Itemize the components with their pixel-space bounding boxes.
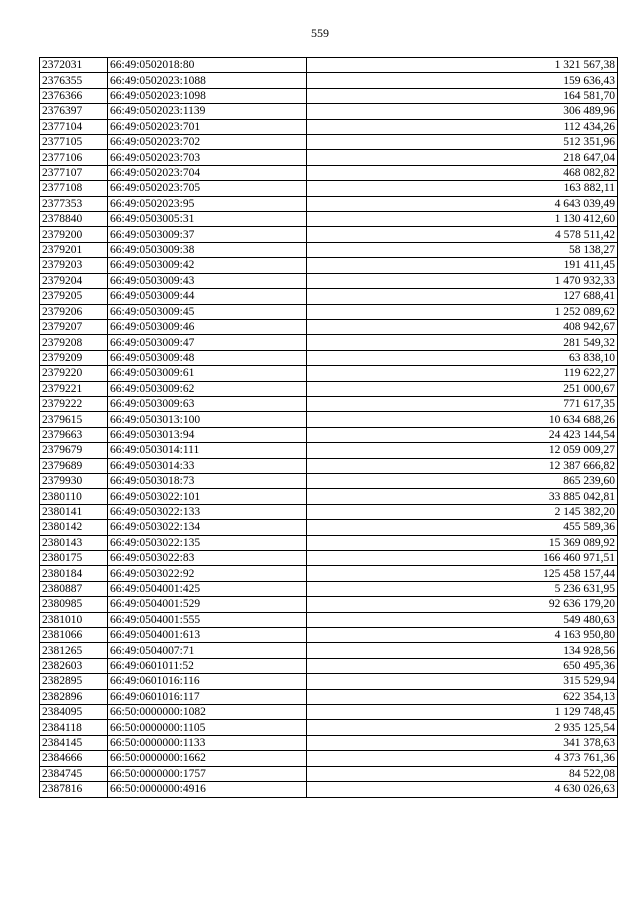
table-body xyxy=(40,58,618,798)
cadastral-number-cell: 66:50:0000000:1133 xyxy=(108,735,307,750)
id-cell: 2387816 xyxy=(40,782,108,797)
cadastral-value-cell: 1 321 567,38 xyxy=(307,58,618,73)
table-row xyxy=(40,304,618,319)
cadastral-value-cell: 2 145 382,20 xyxy=(307,504,618,519)
id-cell: 2379207 xyxy=(40,319,108,334)
cadastral-number-cell: 66:49:0503013:94 xyxy=(108,427,307,442)
cadastral-number-cell: 66:49:0504001:529 xyxy=(108,597,307,612)
cadastral-value-cell: 4 373 761,36 xyxy=(307,751,618,766)
table-row xyxy=(40,181,618,196)
cadastral-number-cell: 66:49:0503014:33 xyxy=(108,458,307,473)
cadastral-value-cell: 622 354,13 xyxy=(307,689,618,704)
cadastral-value-cell: 865 239,60 xyxy=(307,473,618,488)
cadastral-number-cell: 66:49:0502023:702 xyxy=(108,135,307,150)
cadastral-number-cell: 66:50:0000000:1757 xyxy=(108,766,307,781)
cadastral-number-cell: 66:49:0503013:100 xyxy=(108,412,307,427)
id-cell: 2381066 xyxy=(40,628,108,643)
cadastral-number-cell: 66:50:0000000:1082 xyxy=(108,705,307,720)
cadastral-number-cell: 66:49:0502023:1139 xyxy=(108,104,307,119)
cadastral-number-cell: 66:50:0000000:4916 xyxy=(108,782,307,797)
cadastral-value-cell: 127 688,41 xyxy=(307,289,618,304)
table-row xyxy=(40,551,618,566)
table-row xyxy=(40,658,618,673)
cadastral-value-cell: 33 885 042,81 xyxy=(307,489,618,504)
cadastral-number-cell: 66:49:0504001:425 xyxy=(108,581,307,596)
cadastral-value-cell: 2 935 125,54 xyxy=(307,720,618,735)
table-row xyxy=(40,119,618,134)
table-row xyxy=(40,227,618,242)
table-row xyxy=(40,58,618,73)
cadastral-value-cell: 455 589,36 xyxy=(307,520,618,535)
cadastral-number-cell: 66:49:0503009:42 xyxy=(108,258,307,273)
cadastral-value-cell: 159 636,43 xyxy=(307,73,618,88)
table-row xyxy=(40,150,618,165)
table-row xyxy=(40,104,618,119)
cadastral-number-cell: 66:49:0503009:62 xyxy=(108,381,307,396)
id-cell: 2377353 xyxy=(40,196,108,211)
id-cell: 2379203 xyxy=(40,258,108,273)
table-row xyxy=(40,165,618,180)
id-cell: 2376355 xyxy=(40,73,108,88)
cadastral-number-cell: 66:49:0503022:134 xyxy=(108,520,307,535)
id-cell: 2379201 xyxy=(40,242,108,257)
table-row xyxy=(40,335,618,350)
id-cell: 2379208 xyxy=(40,335,108,350)
table-row xyxy=(40,612,618,627)
cadastral-value-cell: 512 351,96 xyxy=(307,135,618,150)
cadastral-number-cell: 66:49:0503018:73 xyxy=(108,473,307,488)
table-row xyxy=(40,473,618,488)
table-row xyxy=(40,366,618,381)
cadastral-number-cell: 66:49:0504007:71 xyxy=(108,643,307,658)
table-row xyxy=(40,88,618,103)
table-row xyxy=(40,350,618,365)
table-row xyxy=(40,381,618,396)
cadastral-number-cell: 66:49:0503022:135 xyxy=(108,535,307,550)
id-cell: 2381265 xyxy=(40,643,108,658)
id-cell: 2380143 xyxy=(40,535,108,550)
id-cell: 2384145 xyxy=(40,735,108,750)
cadastral-value-cell: 134 928,56 xyxy=(307,643,618,658)
cadastral-number-cell: 66:49:0503022:92 xyxy=(108,566,307,581)
cadastral-value-cell: 771 617,35 xyxy=(307,396,618,411)
table-row xyxy=(40,766,618,781)
cadastral-number-cell: 66:49:0503009:44 xyxy=(108,289,307,304)
cadastral-number-cell: 66:49:0503022:83 xyxy=(108,551,307,566)
cadastral-value-cell: 4 643 039,49 xyxy=(307,196,618,211)
table-row xyxy=(40,258,618,273)
cadastral-number-cell: 66:49:0601016:116 xyxy=(108,674,307,689)
id-cell: 2379205 xyxy=(40,289,108,304)
table-row xyxy=(40,535,618,550)
table-row xyxy=(40,396,618,411)
table-row xyxy=(40,643,618,658)
cadastral-value-cell: 549 480,63 xyxy=(307,612,618,627)
page-number: 559 xyxy=(311,26,329,40)
cadastral-value-cell: 408 942,67 xyxy=(307,319,618,334)
cadastral-value-cell: 164 581,70 xyxy=(307,88,618,103)
cadastral-number-cell: 66:49:0503009:48 xyxy=(108,350,307,365)
table-row xyxy=(40,782,618,797)
cadastral-value-cell: 58 138,27 xyxy=(307,242,618,257)
id-cell: 2372031 xyxy=(40,58,108,73)
table-row xyxy=(40,628,618,643)
id-cell: 2380141 xyxy=(40,504,108,519)
id-cell: 2377106 xyxy=(40,150,108,165)
cadastral-number-cell: 66:49:0502023:701 xyxy=(108,119,307,134)
id-cell: 2379222 xyxy=(40,396,108,411)
id-cell: 2384118 xyxy=(40,720,108,735)
id-cell: 2384095 xyxy=(40,705,108,720)
cadastral-number-cell: 66:49:0503009:37 xyxy=(108,227,307,242)
cadastral-value-cell: 191 411,45 xyxy=(307,258,618,273)
id-cell: 2379615 xyxy=(40,412,108,427)
id-cell: 2384745 xyxy=(40,766,108,781)
table-row xyxy=(40,273,618,288)
table-row xyxy=(40,597,618,612)
cadastral-value-cell: 1 470 932,33 xyxy=(307,273,618,288)
cadastral-value-cell: 4 578 511,42 xyxy=(307,227,618,242)
cadastral-number-cell: 66:50:0000000:1105 xyxy=(108,720,307,735)
cadastral-value-cell: 281 549,32 xyxy=(307,335,618,350)
id-cell: 2382895 xyxy=(40,674,108,689)
cadastral-value-cell: 112 434,26 xyxy=(307,119,618,134)
id-cell: 2380110 xyxy=(40,489,108,504)
cadastral-value-cell: 315 529,94 xyxy=(307,674,618,689)
cadastral-value-cell: 468 082,82 xyxy=(307,165,618,180)
table-row xyxy=(40,489,618,504)
cadastral-number-cell: 66:49:0502023:1098 xyxy=(108,88,307,103)
id-cell: 2379930 xyxy=(40,473,108,488)
table-row xyxy=(40,427,618,442)
cadastral-value-cell: 5 236 631,95 xyxy=(307,581,618,596)
cadastral-number-cell: 66:49:0503009:61 xyxy=(108,366,307,381)
cadastral-value-cell: 24 423 144,54 xyxy=(307,427,618,442)
id-cell: 2376366 xyxy=(40,88,108,103)
table-row xyxy=(40,319,618,334)
cadastral-value-cell: 12 387 666,82 xyxy=(307,458,618,473)
table-row xyxy=(40,135,618,150)
cadastral-value-cell: 1 130 412,60 xyxy=(307,212,618,227)
cadastral-number-cell: 66:49:0502023:703 xyxy=(108,150,307,165)
cadastral-number-cell: 66:49:0504001:555 xyxy=(108,612,307,627)
cadastral-value-cell: 650 495,36 xyxy=(307,658,618,673)
cadastral-value-cell: 10 634 688,26 xyxy=(307,412,618,427)
table-row xyxy=(40,289,618,304)
cadastral-value-cell: 163 882,11 xyxy=(307,181,618,196)
cadastral-number-cell: 66:49:0502023:1088 xyxy=(108,73,307,88)
cadastral-number-cell: 66:49:0502023:95 xyxy=(108,196,307,211)
id-cell: 2379689 xyxy=(40,458,108,473)
id-cell: 2379663 xyxy=(40,427,108,442)
table-row xyxy=(40,458,618,473)
cadastral-number-cell: 66:49:0503009:43 xyxy=(108,273,307,288)
cadastral-value-cell: 1 252 089,62 xyxy=(307,304,618,319)
cadastral-value-cell: 15 369 089,92 xyxy=(307,535,618,550)
table-row xyxy=(40,73,618,88)
table-row xyxy=(40,504,618,519)
id-cell: 2381010 xyxy=(40,612,108,627)
id-cell: 2377104 xyxy=(40,119,108,134)
id-cell: 2379200 xyxy=(40,227,108,242)
id-cell: 2380184 xyxy=(40,566,108,581)
id-cell: 2379679 xyxy=(40,443,108,458)
cadastral-value-cell: 218 647,04 xyxy=(307,150,618,165)
id-cell: 2376397 xyxy=(40,104,108,119)
cadastral-number-cell: 66:49:0503005:31 xyxy=(108,212,307,227)
table-row xyxy=(40,705,618,720)
table-row xyxy=(40,566,618,581)
cadastral-value-cell: 251 000,67 xyxy=(307,381,618,396)
cadastral-number-cell: 66:49:0503009:63 xyxy=(108,396,307,411)
table-row xyxy=(40,689,618,704)
table-row xyxy=(40,751,618,766)
cadastral-value-cell: 166 460 971,51 xyxy=(307,551,618,566)
id-cell: 2377105 xyxy=(40,135,108,150)
table-row xyxy=(40,735,618,750)
id-cell: 2378840 xyxy=(40,212,108,227)
table-row xyxy=(40,520,618,535)
id-cell: 2380887 xyxy=(40,581,108,596)
cadastral-value-cell: 84 522,08 xyxy=(307,766,618,781)
id-cell: 2380985 xyxy=(40,597,108,612)
cadastral-number-cell: 66:49:0502023:705 xyxy=(108,181,307,196)
cadastral-value-cell: 12 059 009,27 xyxy=(307,443,618,458)
id-cell: 2382896 xyxy=(40,689,108,704)
cadastral-value-cell: 1 129 748,45 xyxy=(307,705,618,720)
id-cell: 2379209 xyxy=(40,350,108,365)
cadastral-number-cell: 66:49:0601016:117 xyxy=(108,689,307,704)
table-row xyxy=(40,720,618,735)
id-cell: 2384666 xyxy=(40,751,108,766)
cadastral-value-cell: 125 458 157,44 xyxy=(307,566,618,581)
table-row xyxy=(40,242,618,257)
cadastral-number-cell: 66:49:0503009:45 xyxy=(108,304,307,319)
cadastral-value-table xyxy=(39,57,618,798)
cadastral-number-cell: 66:49:0502018:80 xyxy=(108,58,307,73)
table-row xyxy=(40,412,618,427)
table-row xyxy=(40,196,618,211)
cadastral-number-cell: 66:49:0502023:704 xyxy=(108,165,307,180)
table-row xyxy=(40,674,618,689)
id-cell: 2379220 xyxy=(40,366,108,381)
table-row xyxy=(40,212,618,227)
id-cell: 2379206 xyxy=(40,304,108,319)
cadastral-value-cell: 306 489,96 xyxy=(307,104,618,119)
id-cell: 2380175 xyxy=(40,551,108,566)
cadastral-value-cell: 119 622,27 xyxy=(307,366,618,381)
cadastral-number-cell: 66:49:0503022:101 xyxy=(108,489,307,504)
cadastral-number-cell: 66:49:0503009:38 xyxy=(108,242,307,257)
cadastral-number-cell: 66:49:0601011:52 xyxy=(108,658,307,673)
cadastral-number-cell: 66:49:0503009:47 xyxy=(108,335,307,350)
cadastral-number-cell: 66:49:0503009:46 xyxy=(108,319,307,334)
id-cell: 2380142 xyxy=(40,520,108,535)
id-cell: 2377107 xyxy=(40,165,108,180)
table-row xyxy=(40,443,618,458)
id-cell: 2379204 xyxy=(40,273,108,288)
cadastral-value-cell: 341 378,63 xyxy=(307,735,618,750)
cadastral-value-cell: 4 630 026,63 xyxy=(307,782,618,797)
cadastral-number-cell: 66:50:0000000:1662 xyxy=(108,751,307,766)
id-cell: 2377108 xyxy=(40,181,108,196)
cadastral-value-cell: 63 838,10 xyxy=(307,350,618,365)
cadastral-value-cell: 92 636 179,20 xyxy=(307,597,618,612)
id-cell: 2382603 xyxy=(40,658,108,673)
cadastral-number-cell: 66:49:0504001:613 xyxy=(108,628,307,643)
id-cell: 2379221 xyxy=(40,381,108,396)
cadastral-number-cell: 66:49:0503022:133 xyxy=(108,504,307,519)
table-row xyxy=(40,581,618,596)
cadastral-value-cell: 4 163 950,80 xyxy=(307,628,618,643)
cadastral-number-cell: 66:49:0503014:111 xyxy=(108,443,307,458)
